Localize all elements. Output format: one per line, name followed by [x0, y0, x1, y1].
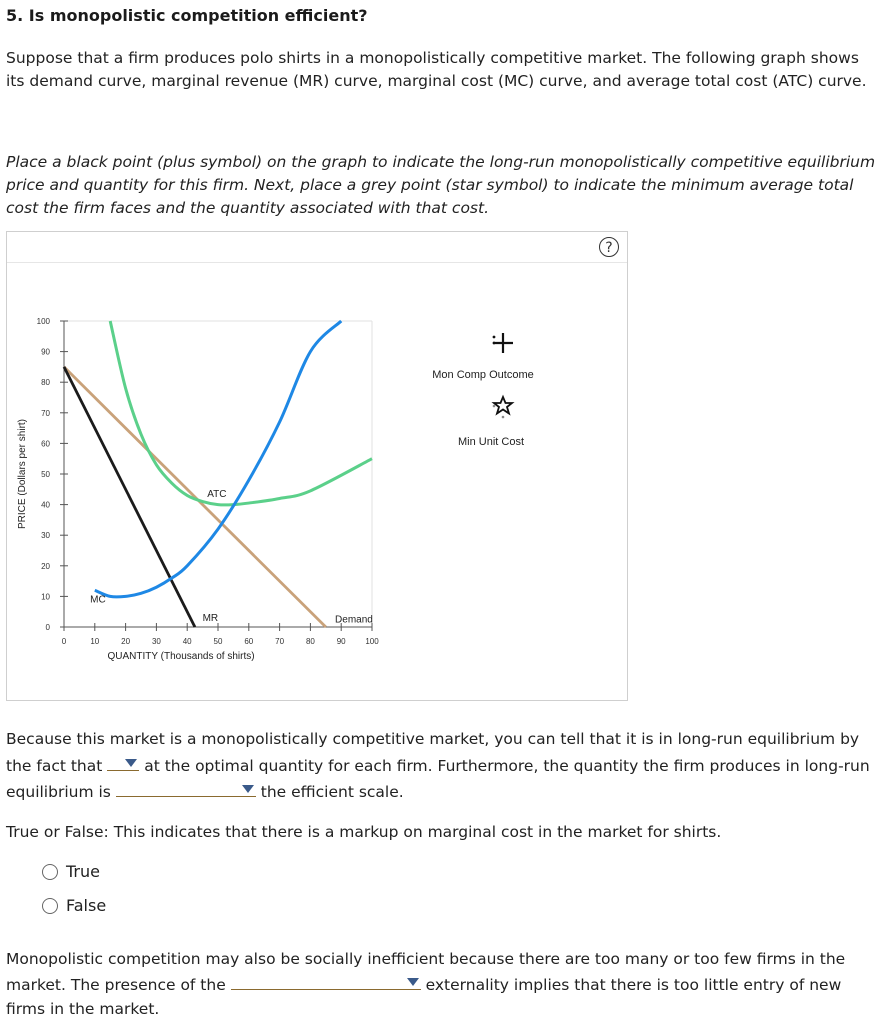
paragraph3-part1: Monopolistic competition may also be socially inefficient because there are too many or too few firms in the market. The presence of the — [6, 950, 846, 994]
legend[interactable] — [432, 333, 533, 448]
paragraph2-part1: Because this market is a monopolistically competitive market, you can tell that it is in long-run equilibrium by the fact that — [6, 730, 860, 775]
paragraph3-part2: externality implies that there is too little entry of new firms in the market. — [6, 976, 842, 1018]
chevron-down-icon — [407, 978, 419, 986]
axes — [17, 317, 379, 662]
dropdown-externality[interactable] — [231, 971, 421, 990]
mc-label: MC — [90, 594, 106, 606]
y-axis-label: PRICE (Dollars per shirt) — [17, 418, 28, 530]
paragraph2-part2: at the optimal quantity for each firm. Furthermore, the quantity the firm produces in long-run equilibrium is — [6, 756, 870, 801]
legend-mon-comp-label: Mon Comp Outcome — [432, 369, 534, 381]
y-tick-label: 60 — [41, 439, 50, 449]
true-false-prompt: True or False: This indicates that there is a markup on marginal cost in the market for shirts. — [6, 823, 722, 841]
x-tick-label: 10 — [90, 637, 100, 646]
curves — [64, 321, 373, 627]
x-tick-label: 100 — [365, 637, 379, 646]
dropdown-efficient-scale[interactable] — [116, 778, 256, 797]
radio-circle[interactable] — [42, 864, 58, 880]
y-tick-label: 20 — [41, 561, 50, 571]
radio-false[interactable] — [42, 896, 106, 915]
y-tick-label: 50 — [41, 470, 50, 479]
question-title: 5. Is monopolistic competition efficient? — [6, 6, 368, 25]
x-tick-label: 40 — [182, 637, 192, 646]
dropdown-condition[interactable] — [107, 752, 139, 771]
question-instructions: Place a black point (plus symbol) on the graph to indicate the long-run monopolistically competitive equilibrium price and quantity for this firm. Next, place a grey point (star symbol) to indicate the minimum average total cost the firm faces and the quantity associated with that cost. — [6, 153, 876, 217]
y-tick-label: 40 — [41, 500, 50, 510]
x-tick-label: 70 — [275, 637, 285, 646]
y-tick-label: 0 — [45, 623, 50, 632]
question-intro: Suppose that a firm produces polo shirts in a monopolistically competitive market. The following graph shows its demand curve, marginal revenue (MR) curve, marginal cost (MC) curve, and average total cost (ATC) curve. — [6, 49, 867, 90]
plus-tool-icon[interactable] — [493, 333, 513, 353]
atc-curve — [110, 321, 372, 505]
y-tick-label: 80 — [41, 378, 50, 388]
x-tick-label: 50 — [213, 637, 223, 646]
y-tick-label: 70 — [41, 408, 50, 418]
mr-label: MR — [202, 612, 219, 624]
x-tick-label: 80 — [305, 637, 315, 646]
x-tick-label: 0 — [61, 637, 67, 646]
paragraph2-part3: the efficient scale. — [260, 783, 404, 801]
x-axis-label: QUANTITY (Thousands of shirts) — [107, 651, 255, 662]
help-icon[interactable]: ? — [599, 237, 619, 257]
graph-panel[interactable] — [6, 231, 628, 701]
demand-label: Demand — [335, 614, 373, 626]
x-tick-label: 90 — [336, 637, 346, 646]
y-tick-label: 100 — [36, 317, 50, 326]
atc-label: ATC — [207, 488, 227, 500]
y-tick-label: 30 — [41, 531, 50, 541]
y-tick-label: 90 — [41, 347, 50, 357]
radio-false-label: False — [66, 896, 107, 915]
y-tick-label: 10 — [41, 592, 50, 602]
mc-curve — [95, 321, 341, 597]
chevron-down-icon — [125, 759, 137, 767]
graph-canvas[interactable] — [7, 232, 627, 700]
chevron-down-icon — [242, 785, 254, 793]
radio-true-label: True — [66, 862, 100, 881]
paragraph-externality — [6, 947, 876, 1021]
radio-circle[interactable] — [42, 898, 58, 914]
star-tool-icon[interactable] — [493, 397, 512, 418]
paragraph-long-run — [6, 727, 876, 805]
x-tick-label: 30 — [151, 637, 161, 646]
x-tick-label: 60 — [244, 637, 254, 646]
legend-min-unit-cost-label: Min Unit Cost — [457, 436, 525, 448]
x-tick-label: 20 — [121, 637, 131, 646]
radio-true[interactable] — [42, 862, 100, 881]
